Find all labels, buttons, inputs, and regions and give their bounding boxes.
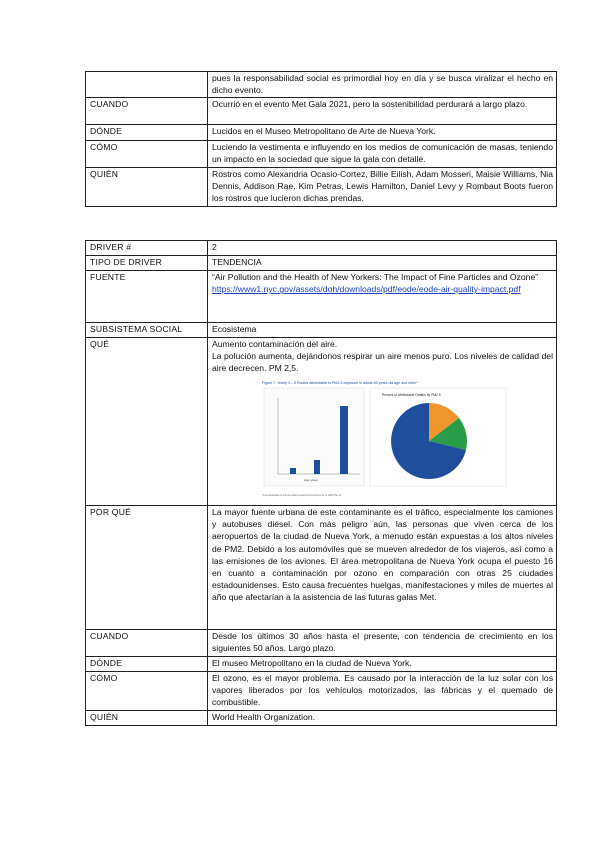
row-key — [86, 72, 208, 98]
row-value-como: Luciendo la vestimenta e influyendo en los medios de comunicación de masas, teniendo un impacto en la sociedad que sigue la gala con detalle. — [208, 141, 557, 168]
table-row — [86, 711, 557, 726]
who-value: World Health Organization. — [208, 711, 557, 726]
why-key: POR QUÉ — [86, 506, 208, 630]
when-value: Desde los últimos 30 años hasta el presente, con tendencia de crecimiento en los siguientes 50 años. Largo plazo. — [208, 630, 557, 657]
table-row — [86, 256, 557, 271]
bar-2 — [314, 460, 320, 474]
source-link[interactable]: https://www1.nyc.gov/assets/doh/downloads/pdf/eode/eode-air-quality-impact.pdf — [212, 284, 521, 295]
what-line-1: Aumento contaminación del aire. — [212, 339, 338, 349]
table-row — [86, 125, 557, 141]
continuation-table — [85, 71, 557, 207]
table-row — [86, 72, 557, 98]
what-line-2: La polución aumenta, dejándonos respirar un aire menos puro. Los niveles de calidad del aire decrecen. PM 2,5. — [212, 351, 553, 374]
row-key-donde: DÓNDE — [86, 125, 208, 141]
source-value — [208, 271, 557, 323]
subsystem-value: Ecosistema — [208, 323, 557, 338]
pie-chart — [391, 403, 467, 479]
table-row — [86, 241, 557, 256]
pie-title: Percent of Attributable Deaths by PM2.5 — [382, 392, 441, 397]
figure-title: Figure 7. Yearly 3 – 5 Routes attributable to PM2.5 exposure in adults 65 years old age and older* — [262, 380, 418, 385]
when-key: CUANDO — [86, 630, 208, 657]
driver-number-value: 2 — [208, 241, 557, 256]
row-value-donde: Lucidos en el Museo Metropolitano de Arte de Nueva York. — [208, 125, 557, 141]
where-key: DÓNDE — [86, 657, 208, 672]
table-row — [86, 141, 557, 168]
where-value: El museo Metropolitano en la ciudad de Nueva York. — [208, 657, 557, 672]
table-row — [86, 168, 557, 207]
table-row — [86, 338, 557, 506]
row-value-quien: Rostros como Alexandria Ocasio-Cortez, Billie Eilish, Adam Mosseri, Maisie Williams, Nia Dennis, Addison Rae, Kim Petras, Lewis Hamilton, Daniel Levy y Rombaut Boots fueron los rostros que lucieron dichas prendas. — [208, 168, 557, 207]
row-value: pues la responsabilidad social es primordial hoy en día y se busca viralizar el hecho en dicho evento. — [208, 72, 557, 98]
how-key: CÓMO — [86, 672, 208, 711]
table-row — [86, 271, 557, 323]
bar-1 — [290, 468, 296, 474]
what-key: QUÉ — [86, 338, 208, 506]
why-value: La mayor fuente urbana de este contaminante es el tráfico, especialmente los camiones y autobuses diésel. Con más peligro aún, las personas que viven cerca de los aeropuertos de la ciudad de Nueva York, a menudo están expuestas a los altos niveles de PM2. Debido a los automóviles que se mueven alrededor de los viajeros, así como a las emisiones de los aviones. El área metropolitana de Nueva York ocupa el puesto 16 en cuanto a contaminación por ozono en comparación con otras 25 ciudades estadounidenses. Esto causa frecuentes huelgas, manifestaciones y miles de muertes al año que afectarían a la asistencia de las futuras galas Met. — [208, 506, 557, 630]
source-title: “Air Pollution and the Health of New Yorkers: The Impact of Fine Particles and Ozone” — [212, 272, 539, 282]
driver-type-value: TENDENCIA — [208, 256, 557, 271]
who-key: QUIÉN — [86, 711, 208, 726]
table-row — [86, 98, 557, 125]
table-row — [86, 657, 557, 672]
bar-3 — [340, 406, 348, 474]
row-key-cuando: CUANDO — [86, 98, 208, 125]
x-axis-label: Age group — [304, 477, 318, 482]
row-key-quien: QUIÉN — [86, 168, 208, 207]
figure-footnote: *Low estimates & concentration-response functions (U.S. EPA Tier 2) — [262, 493, 342, 497]
subsystem-key: SUBSISTEMA SOCIAL — [86, 323, 208, 338]
pm25-figure-image — [260, 378, 530, 500]
table-row — [86, 672, 557, 711]
what-value — [208, 338, 557, 506]
how-value: El ozono, es el mayor problema. Es causado por la interacción de la luz solar con los vapores liberados por los vehículos motorizados, las fábricas y el quemado de combustible. — [208, 672, 557, 711]
driver-type-key: TIPO DE DRIVER — [86, 256, 208, 271]
driver-number-key: DRIVER # — [86, 241, 208, 256]
table-row — [86, 323, 557, 338]
table-row — [86, 506, 557, 630]
driver-table — [85, 240, 557, 726]
pm25-figure — [212, 378, 553, 500]
row-value-cuando: Ocurrió en el evento Met Gala 2021, pero la sostenibilidad perdurará a largo plazo. — [208, 98, 557, 125]
source-key: FUENTE — [86, 271, 208, 323]
table-row — [86, 630, 557, 657]
row-key-como: CÓMO — [86, 141, 208, 168]
